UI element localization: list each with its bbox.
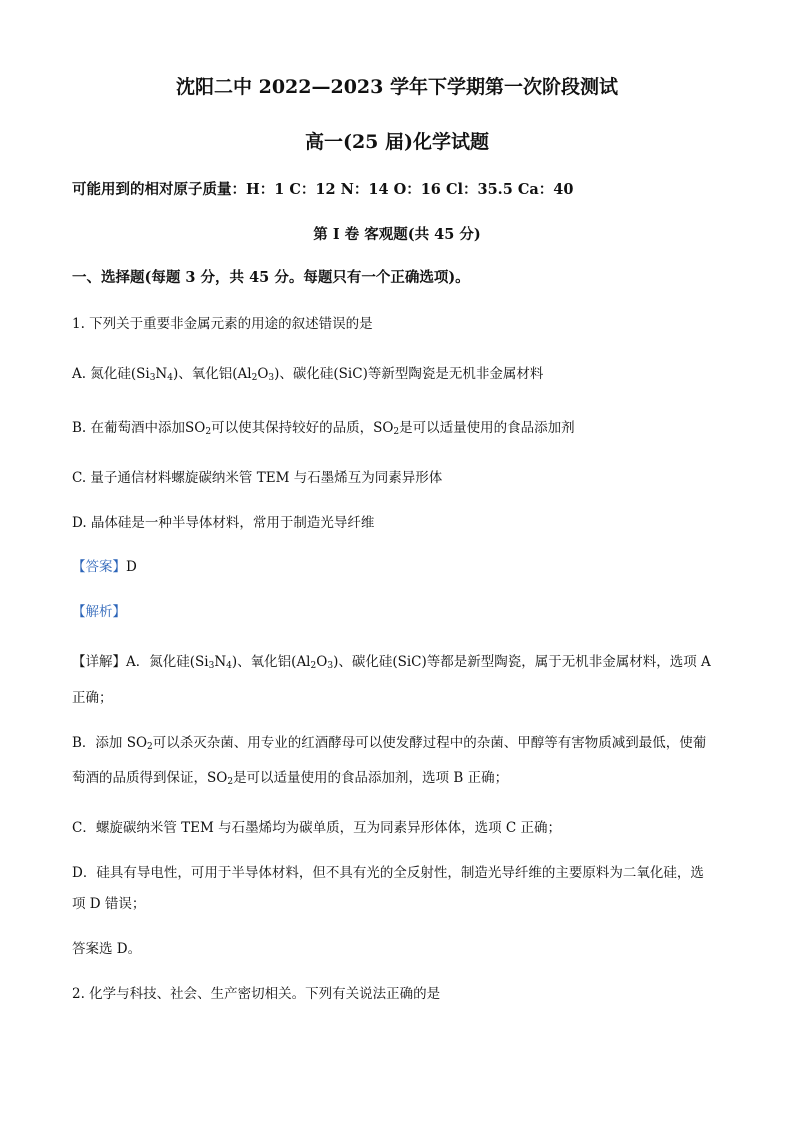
formula-al2o3-detail: $Al_2O_3$ (296, 654, 334, 671)
formula-so2-detail: $SO_2$ (207, 770, 234, 787)
analysis-tag: 【解析】 (72, 604, 126, 620)
detail-b-line-2: 萄酒的品质得到保证，$SO_2$是可以适量使用的食品添加剂，选项 B 正确； (72, 770, 509, 787)
detail-a-line-1: 【详解】A．氮化硅$(Si_3N_4)$、氧化铝$(Al_2O_3)$、碳化硅(SiC)等都是新型陶瓷，属于无机非金属材料，选项 A (72, 654, 711, 671)
detail-tag: 【详解】 (72, 654, 126, 670)
detail-d-line-1: D．硅具有导电性，可用于半导体材料，但不具有光的全反射性，制造光导纤维的主要原料为二氧化硅，选 (72, 865, 704, 881)
atomic-mass-line: 可能用到的相对原子质量：H：1 C：12 N：14 O：16 Cl：35.5 Ca：40 (72, 181, 574, 198)
question-2-stem: 2. 化学与科技、社会、生产密切相关。下列有关说法正确的是 (72, 986, 441, 1002)
question-1-stem: 1. 下列关于重要非金属元素的用途的叙述错误的是 (72, 316, 373, 332)
formula-so2: $SO_2$ (185, 420, 212, 437)
detail-d-line-2: 项 D 错误； (72, 896, 146, 912)
question-1-option-d: D. 晶体硅是一种半导体材料，常用于制造光导纤维 (72, 515, 375, 531)
formula-al2o3: $Al_2O_3$ (237, 366, 275, 383)
detail-a-line-2: 正确； (72, 690, 113, 706)
answer-line (72, 555, 137, 575)
option-a-text-3: )、碳化硅(SiC)等新型陶瓷是无机非金属材料 (274, 366, 544, 382)
option-b-text-3: 是可以适量使用的食品添加剂 (399, 420, 575, 436)
detail-c-line: C．螺旋碳纳米管 TEM 与石墨烯均为碳单质，互为同素异形体体，选项 C 正确； (72, 820, 562, 836)
part-title: 一、选择题(每题 3 分，共 45 分。每题只有一个正确选项)。 (72, 269, 470, 286)
formula-si3n4: $Si_3N_4$ (136, 366, 173, 383)
question-1-option-c: C. 量子通信材料螺旋碳纳米管 TEM 与石墨烯互为同素异形体 (72, 470, 443, 486)
question-1-option-a (72, 362, 543, 383)
answer-value: D (126, 559, 137, 575)
conclusion-line: 答案选 D。 (72, 941, 142, 957)
answer-tag: 【答案】 (72, 559, 126, 575)
option-b-text-1: B. 在葡萄酒中添加 (72, 420, 186, 436)
section-title: 第 I 卷 客观题(共 45 分) (313, 226, 481, 243)
option-a-text-2: )、氧化铝( (172, 366, 238, 382)
option-b-text-2: 可以使其保持较好的品质， (211, 420, 374, 436)
option-a-text-1: A. 氮化硅( (72, 366, 137, 382)
formula-so2-second: $SO_2$ (373, 420, 400, 437)
detail-b-line-1: B．添加 $SO_2$可以杀灭杂菌、用专业的红酒酵母可以使发酵过程中的杂菌、甲醇等有害物质减到最低，使葡 (72, 735, 707, 752)
formula-si3n4-detail: $Si_3N_4$ (195, 654, 232, 671)
exam-title: 沈阳二中 2022—2023 学年下学期第一次阶段测试 (176, 76, 618, 98)
exam-subtitle: 高一(25 届)化学试题 (304, 131, 490, 153)
question-1-option-b (72, 416, 575, 437)
